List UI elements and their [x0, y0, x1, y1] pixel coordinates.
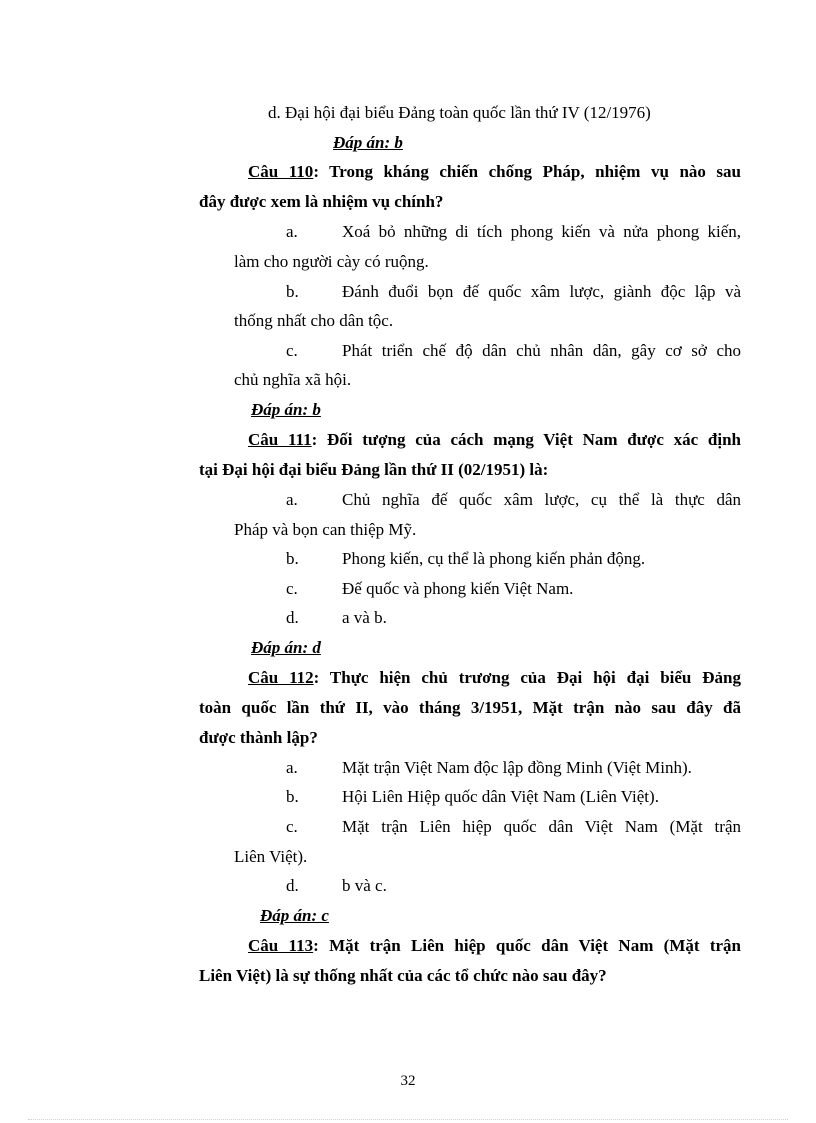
- q110-option-a-l1: Xoá bỏ những di tích phong kiến và nửa phong kiến,: [342, 222, 741, 241]
- q110-option-a-letter: a.: [286, 222, 298, 241]
- q110-label: Câu 110: [248, 162, 314, 181]
- q110-question-line2: đây được xem là nhiệm vụ chính?: [199, 192, 444, 211]
- q113-question-line1: [248, 935, 741, 957]
- q111-option-a-letter: a.: [286, 490, 298, 509]
- q110-option-b-l2: thống nhất cho dân tộc.: [234, 311, 394, 330]
- q112-answer: Đáp án: c: [260, 906, 329, 925]
- q110-option-c-l2: chủ nghĩa xã hội.: [234, 370, 352, 389]
- q112-option-c-letter: c.: [286, 817, 298, 836]
- q110-option-c-letter: c.: [286, 341, 298, 360]
- q112-option-a-l1: Mặt trận Việt Nam độc lập đồng Minh (Việt Minh).: [342, 758, 692, 777]
- q109-answer: Đáp án: b: [333, 133, 403, 152]
- q110-option-b-letter: b.: [286, 282, 299, 301]
- q112-option-b-letter: b.: [286, 787, 299, 806]
- q112-question-line1: [248, 667, 741, 689]
- q111-answer: Đáp án: d: [251, 638, 321, 657]
- q113-text-l1: : Mặt trận Liên hiệp quốc dân Việt Nam (Mặt trận: [313, 936, 742, 955]
- q113-label: Câu 113: [248, 936, 314, 955]
- q112-option-d-letter: d.: [286, 876, 299, 895]
- q112-option-d-l1: b và c.: [342, 876, 387, 895]
- q111-text-l1: : Đối tượng của cách mạng Việt Nam được xác định: [311, 430, 742, 449]
- q111-option-b-letter: b.: [286, 549, 299, 568]
- q112-question-line2: toàn quốc lần thứ II, vào tháng 3/1951, Mặt trận nào sau đây đã: [199, 698, 741, 717]
- page-bottom-rule: [28, 1119, 788, 1120]
- q110-option-a-l2: làm cho người cày có ruộng.: [234, 252, 429, 271]
- q112-question-line3: được thành lập?: [199, 728, 318, 747]
- q111-option-c-letter: c.: [286, 579, 298, 598]
- q113-question-line2: Liên Việt) là sự thống nhất của các tổ chức nào sau đây?: [199, 966, 607, 985]
- q111-question-line1: [248, 429, 741, 451]
- q112-option-b-l1: Hội Liên Hiệp quốc dân Việt Nam (Liên Việt).: [342, 787, 659, 806]
- q111-label: Câu 111: [248, 430, 312, 449]
- q111-option-d-letter: d.: [286, 608, 299, 627]
- q111-question-line2: tại Đại hội đại biểu Đảng lần thứ II (02/1951) là:: [199, 460, 549, 479]
- q110-question-line1: [248, 161, 741, 183]
- page-number: 32: [400, 1073, 416, 1089]
- q112-option-c-l2: Liên Việt).: [234, 847, 308, 866]
- q110-text-l1: : Trong kháng chiến chống Pháp, nhiệm vụ nào sau: [313, 162, 741, 181]
- q111-option-a-l1: Chủ nghĩa đế quốc xâm lược, cụ thể là thực dân: [342, 490, 741, 509]
- q111-option-a-l2: Pháp và bọn can thiệp Mỹ.: [234, 520, 417, 539]
- q109-option-d: d. Đại hội đại biểu Đảng toàn quốc lần thứ IV (12/1976): [268, 103, 651, 122]
- q110-answer: Đáp án: b: [251, 400, 321, 419]
- q110-option-b-l1: Đánh đuổi bọn đế quốc xâm lược, giành độc lập và: [342, 282, 741, 301]
- q112-label: Câu 112: [248, 668, 314, 687]
- q110-option-c-l1: Phát triển chế độ dân chủ nhân dân, gây cơ sở cho: [342, 341, 741, 360]
- q112-text-l1: : Thực hiện chủ trương của Đại hội đại biểu Đảng: [313, 668, 741, 687]
- q111-option-d-l1: a và b.: [342, 608, 387, 627]
- q111-option-c-l1: Đế quốc và phong kiến Việt Nam.: [342, 579, 574, 598]
- q112-option-c-l1: Mặt trận Liên hiệp quốc dân Việt Nam (Mặt trận: [342, 817, 741, 836]
- q111-option-b-l1: Phong kiến, cụ thể là phong kiến phản động.: [342, 549, 646, 568]
- q112-option-a-letter: a.: [286, 758, 298, 777]
